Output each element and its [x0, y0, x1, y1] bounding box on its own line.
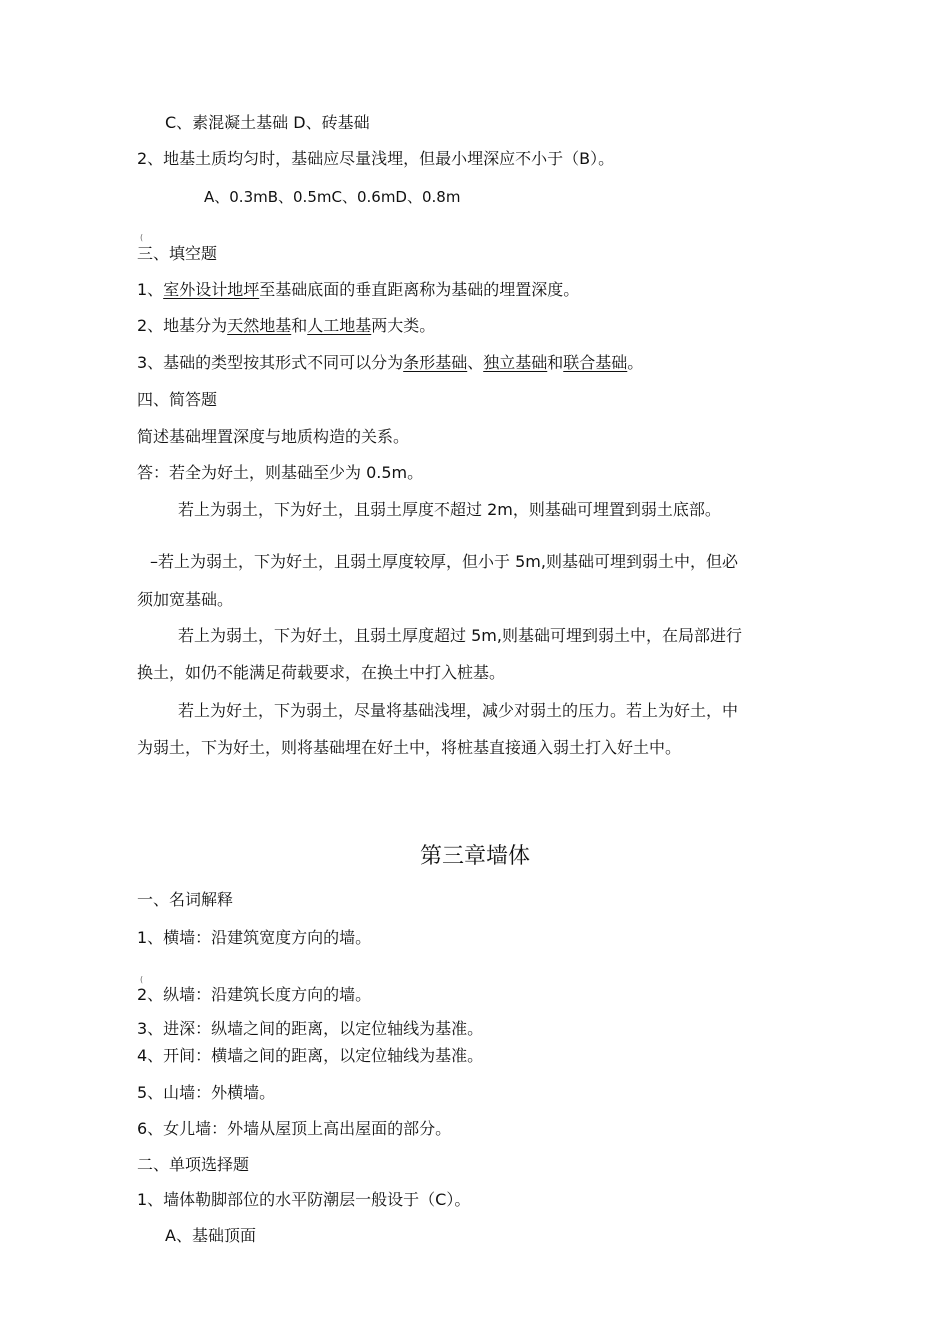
fill-blank-heading: 三、填空题: [137, 244, 218, 263]
answer-line-5: 若上为好土，下为弱土，尽量将基础浅埋，减少对弱土的压力。若上为好土，中: [178, 701, 739, 720]
option-line-cd: C、素混凝土基础 D、砖基础: [165, 113, 370, 132]
choice-question-1: 1、墙体勒脚部位的水平防潮层一般设于（C）。: [137, 1190, 471, 1209]
answer-blank: 条形基础: [403, 353, 468, 372]
answer-blank: 独立基础: [483, 353, 548, 372]
stray-mark: (: [140, 233, 144, 242]
item-connector: 和: [547, 353, 564, 372]
chapter-title: 第三章墙体: [419, 844, 530, 869]
item-suffix: 两大类。: [371, 316, 436, 335]
answer-blank: 人工地基: [307, 316, 372, 335]
term-item: 2、纵墙：沿建筑长度方向的墙。: [137, 985, 372, 1004]
answer-line-1: 答：若全为好土，则基础至少为 0.5m。: [137, 463, 424, 482]
choice-heading: 二、单项选择题: [137, 1155, 250, 1174]
short-answer-question: 简述基础埋置深度与地质构造的关系。: [137, 427, 410, 446]
term-item: 1、横墙：沿建筑宽度方向的墙。: [137, 928, 372, 947]
answer-line-5-cont: 为弱土，下为好土，则将基础埋在好土中，将桩基直接通入弱土打入好土中。: [137, 738, 682, 757]
item-connector: 、: [467, 353, 484, 372]
item-suffix: 至基础底面的垂直距离称为基础的埋置深度。: [259, 280, 580, 299]
terms-heading: 一、名词解释: [137, 890, 234, 909]
answer-line-4-cont: 换土，如仍不能满足荷载要求，在换土中打入桩基。: [137, 663, 506, 682]
short-answer-heading: 四、简答题: [137, 390, 218, 409]
stray-mark: (: [140, 975, 144, 984]
question-2: 2、地基土质均匀时，基础应尽量浅埋，但最小埋深应不小于（B）。: [137, 149, 615, 168]
item-prefix: 3、基础的类型按其形式不同可以分为: [137, 353, 404, 372]
fill-blank-item-3: [137, 352, 643, 374]
answer-blank: 室外设计地坪: [163, 280, 260, 299]
answer-line-4: 若上为弱土，下为好土，且弱土厚度超过 5m,则基础可埋到弱土中，在局部进行: [178, 626, 742, 645]
question-2-options: A、0.3mB、0.5mC、0.6mD、0.8m: [204, 188, 461, 206]
answer-line-3-cont: 须加宽基础。: [137, 590, 234, 609]
fill-blank-item-2: [137, 315, 435, 337]
term-item: 4、开间：横墙之间的距离，以定位轴线为基准。: [137, 1046, 484, 1065]
choice-option-a: A、基础顶面: [165, 1226, 256, 1245]
answer-line-2: 若上为弱土，下为好土，且弱土厚度不超过 2m，则基础可埋置到弱土底部。: [178, 500, 721, 519]
term-item: 3、进深：纵墙之间的距离，以定位轴线为基准。: [137, 1019, 484, 1038]
answer-blank: 联合基础: [563, 353, 628, 372]
answer-line-3: –若上为弱土，下为好土，且弱土厚度较厚，但小于 5m,则基础可埋到弱土中，但必: [150, 552, 738, 571]
item-prefix: 1、: [137, 280, 164, 299]
item-prefix: 2、地基分为: [137, 316, 228, 335]
answer-blank: 天然地基: [227, 316, 292, 335]
term-item: 5、山墙：外横墙。: [137, 1083, 276, 1102]
fill-blank-item-1: [137, 279, 579, 301]
item-connector: 和: [291, 316, 308, 335]
item-suffix: 。: [627, 353, 644, 372]
term-item: 6、女儿墙：外墙从屋顶上高出屋面的部分。: [137, 1119, 452, 1138]
